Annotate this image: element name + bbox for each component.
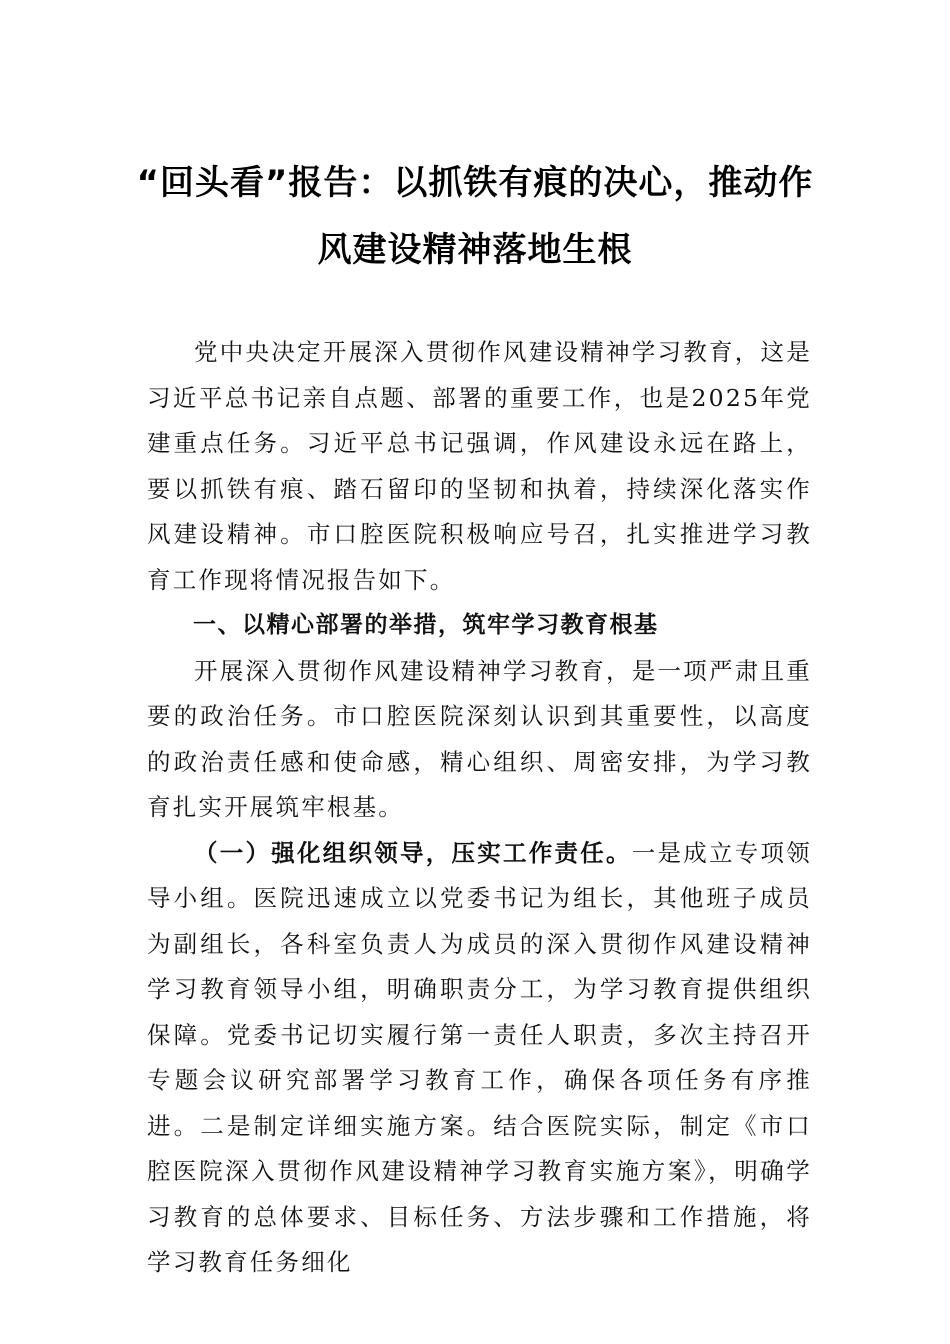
subsection-text-1: 一是成立专项领导小组。医院迅速成立以党委书记为组长，其他班子成员为副组长，各科室负责人为成员的深入贯彻作风建设精神学习教育领导小组，明确职责分工，为学习教育提供组织保障。党委书记切实履行第一责任人职责，多次主持召开专题会议研究部署学习教育工作，确保各项任务有序推进。二是制定详细实施方案。结合医院实际，制定《市口腔医院深入贯彻作风建设精神学习教育实施方案》，明确学习教育的总体要求、目标任务、方法步骤和工作措施，将学习教育任务细化	[147, 838, 812, 1276]
paragraph-section-1: 开展深入贯彻作风建设精神学习教育，是一项严肃且重要的政治任务。市口腔医院深刻认识到其重要性，以高度的政治责任感和使命感，精心组织、周密安排，为学习教育扎实开展筑牢根基。	[147, 656, 812, 821]
paragraph-intro: 党中央决定开展深入贯彻作风建设精神学习教育，这是习近平总书记亲自点题、部署的重要工作，也是2025年党建重点任务。习近平总书记强调，作风建设永远在路上，要以抓铁有痕、踏石留印的坚韧和执着，持续深化落实作风建设精神。市口腔医院积极响应号召，扎实推进学习教育工作现将情况报告如下。	[147, 338, 812, 594]
paragraph-subsection-1	[147, 831, 812, 1286]
section-heading-1: 一、以精心部署的举措，筑牢学习教育根基	[193, 612, 659, 638]
document-body	[147, 330, 812, 1286]
document-title: “回头看”报告：以抓铁有痕的决心，推动作风建设精神落地生根	[136, 163, 814, 270]
subsection-heading-1: （一）强化组织领导，压实工作责任。	[194, 838, 632, 867]
